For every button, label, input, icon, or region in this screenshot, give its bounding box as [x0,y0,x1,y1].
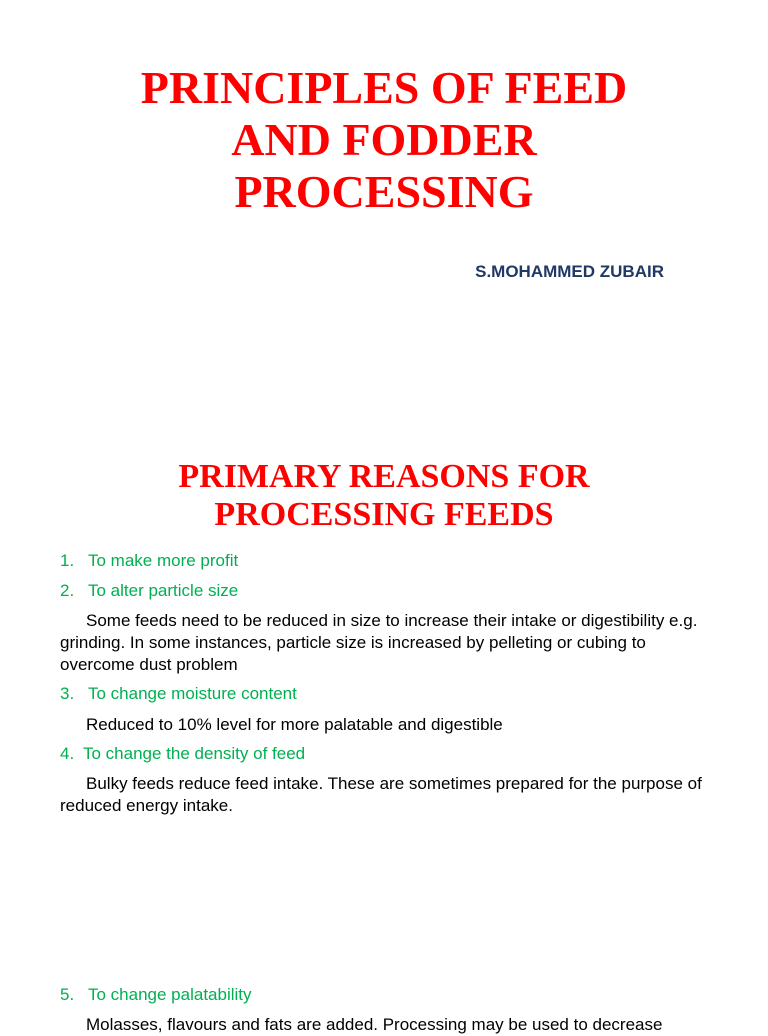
list-item-number: 2. [60,581,75,600]
title-line-1: PRINCIPLES OF FEED [140,62,628,113]
section-heading-line-2: PROCESSING FEEDS [214,496,554,533]
list-item-label: To alter particle size [88,581,239,600]
list-item-5 [60,985,252,1005]
author-name: S.MOHAMMED ZUBAIR [475,262,664,281]
list-item-3-text: Reduced to 10% level for more palatable and digestible [86,715,503,734]
title-line-2: AND FODDER [231,114,537,165]
list-item-2-text: Some feeds need to be reduced in size to increase their intake or digestibility e.g. grinding. In some instances, particle size is increased by pelleting or cubing to overcome dust problem [60,611,698,674]
page-title [60,62,708,218]
section-heading [60,458,708,534]
list-item-label: To change palatability [88,985,252,1004]
list-item-number: 4. [60,744,75,763]
list-item-number: 1. [60,551,75,570]
title-line-3: PROCESSING [234,166,534,217]
list-item-label: To change the density of feed [83,744,306,763]
list-item-label: To make more profit [88,551,239,570]
list-item-label: To change moisture content [88,684,297,703]
list-item-1 [60,551,238,571]
list-item-4-text: Bulky feeds reduce feed intake. These are sometimes prepared for the purpose of reduced energy intake. [60,774,702,815]
list-item-number: 5. [60,985,75,1004]
list-item-3 [60,684,297,704]
list-item-2 [60,581,238,601]
list-item-4 [60,744,305,764]
list-item-5-text: Molasses, flavours and fats are added. Processing may be used to decrease [86,1015,663,1034]
section-heading-line-1: PRIMARY REASONS FOR [178,458,590,495]
list-item-number: 3. [60,684,75,703]
